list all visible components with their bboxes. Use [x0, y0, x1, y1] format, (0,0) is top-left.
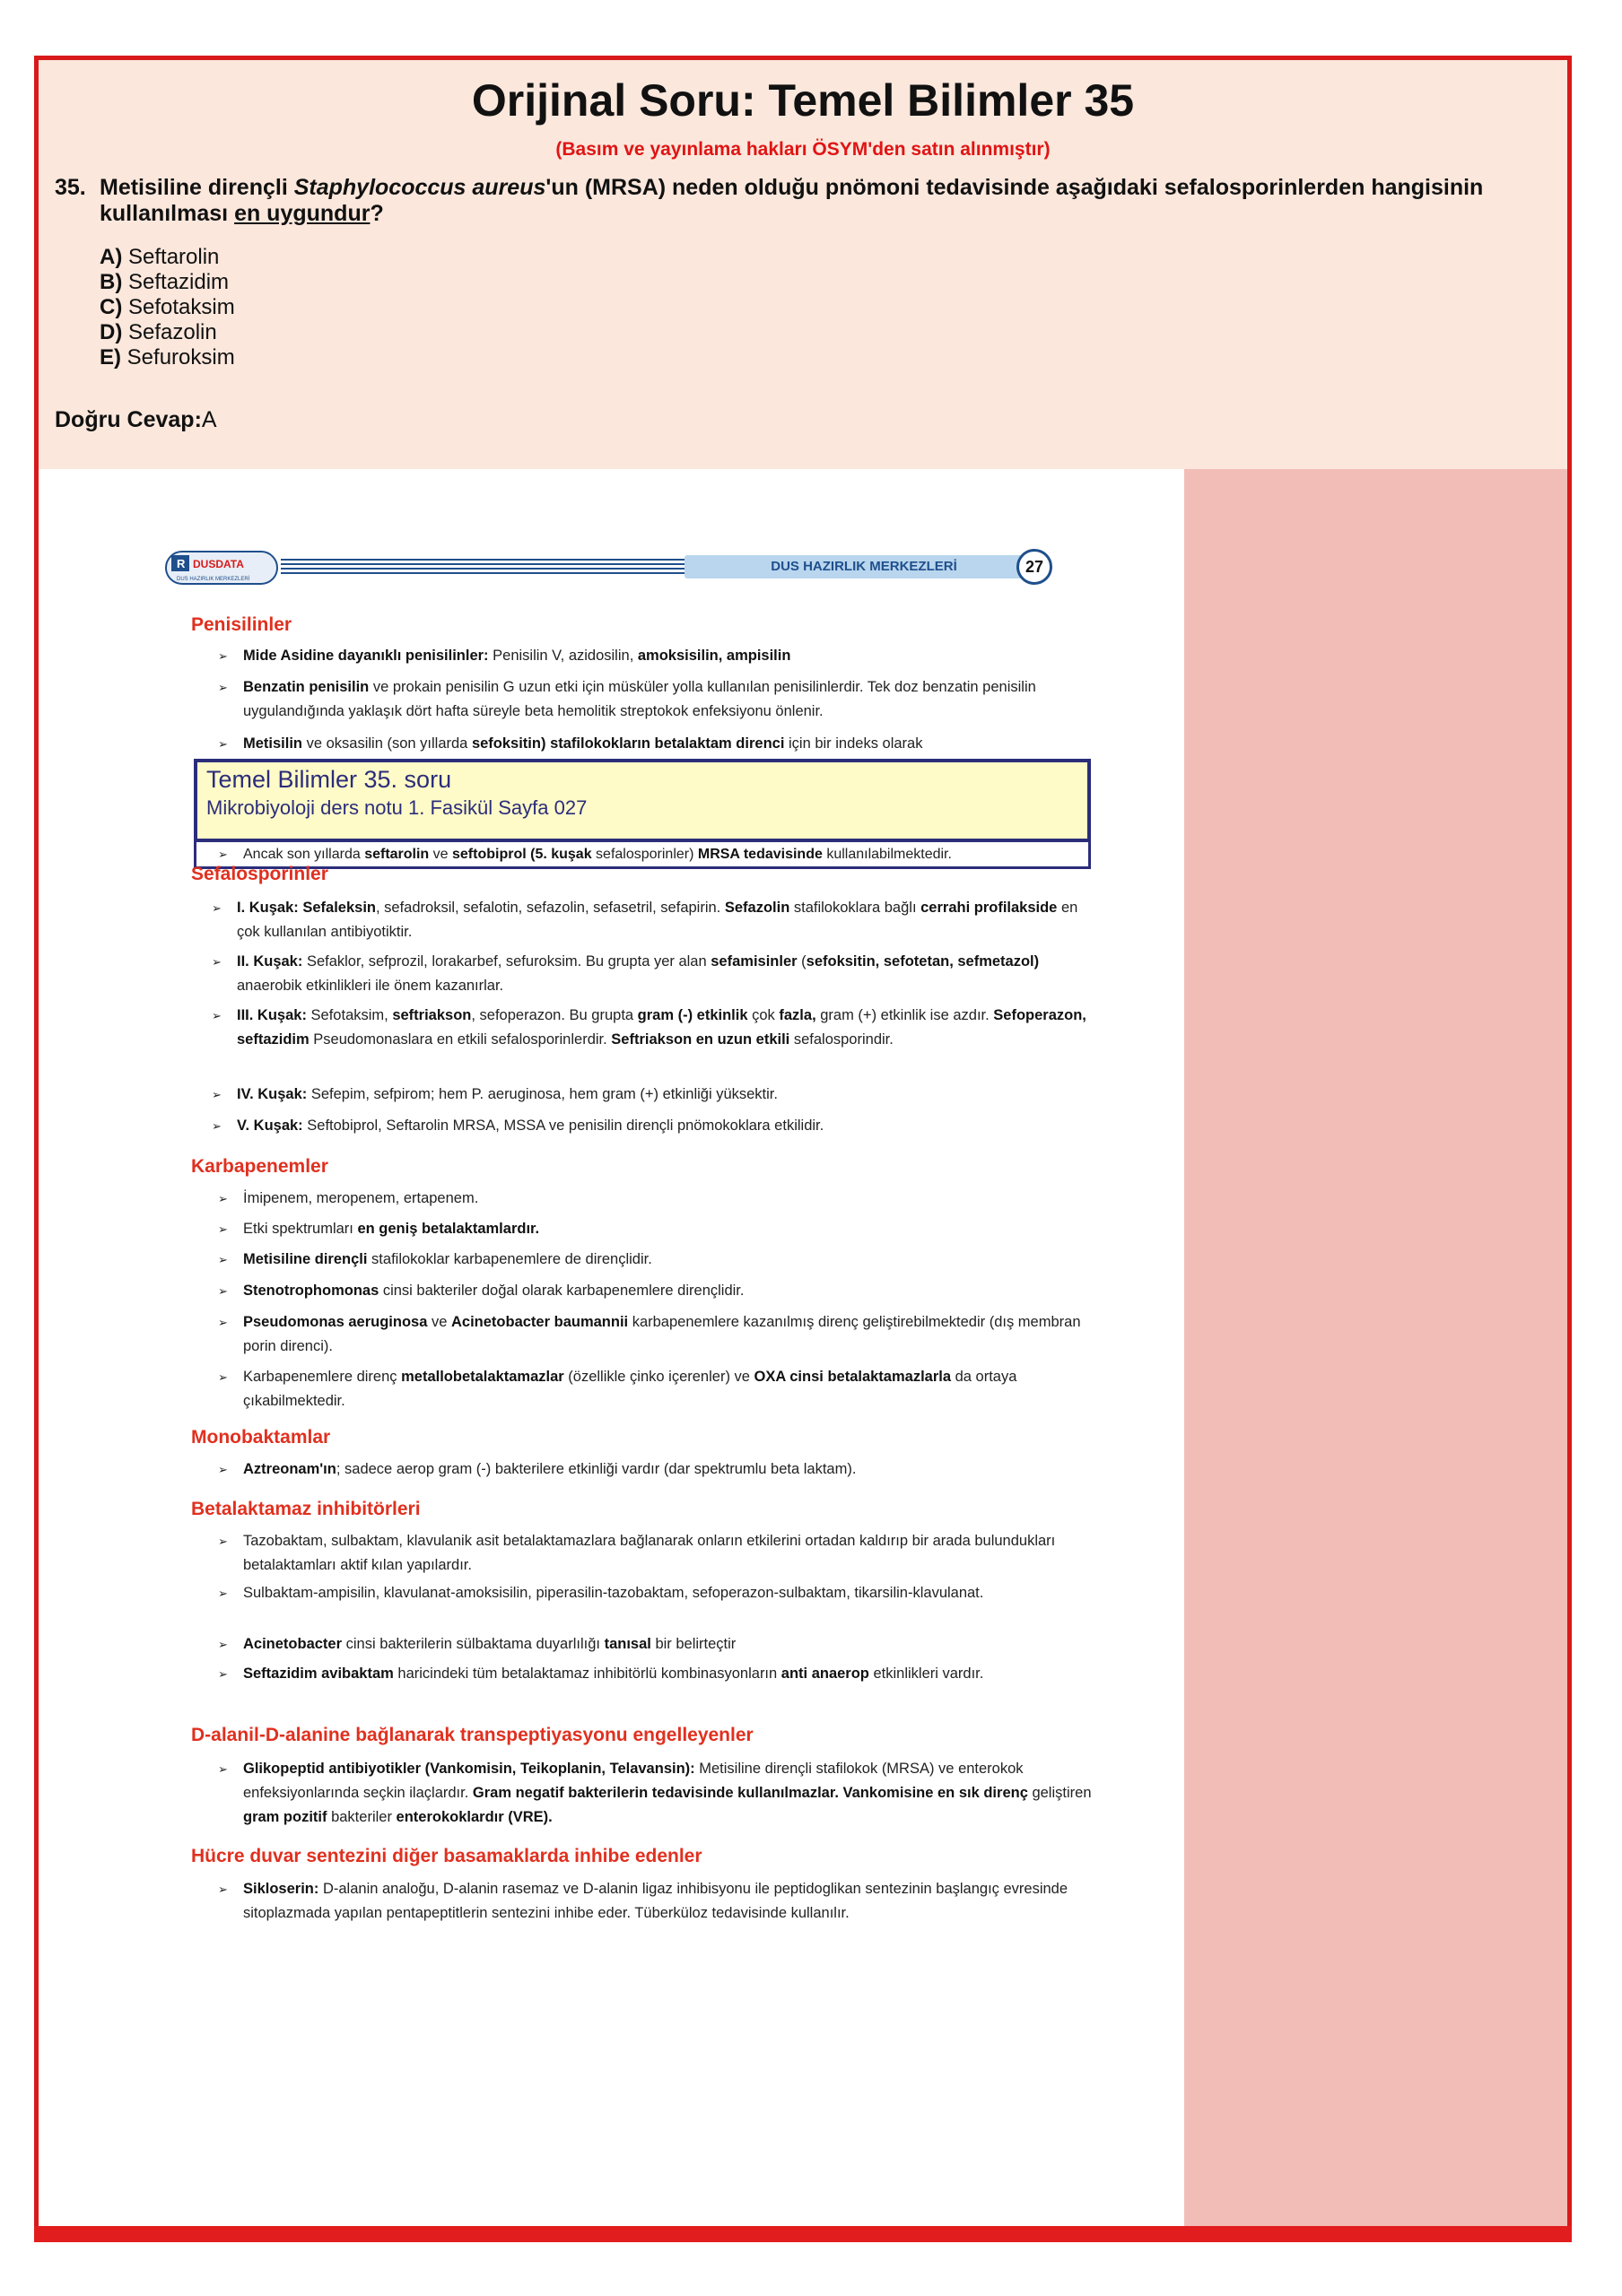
bullet-item: ➢ İmipenem, meropenem, ertapenem. [218, 1187, 1097, 1211]
bullet-item: ➢ V. Kuşak: Seftobiprol, Seftarolin MRSA, MSSA ve penisilin dirençli pnömokoklara etkilidir. [212, 1114, 1091, 1138]
copyright-note: (Basım ve yayınlama hakları ÖSYM'den satın alınmıştır) [555, 139, 1051, 160]
page-number: 27 [1016, 549, 1052, 585]
bullet-item: ➢ Seftazidim avibaktam haricindeki tüm betalaktamaz inhibitörlü kombinasyonların anti anaerop etkinlikleri vardır. [218, 1662, 1097, 1686]
bullet-item: ➢ Metisilin ve oksasilin (son yıllarda sefoksitin) stafilokokların betalaktam direnci için bir indeks olarak [218, 732, 1097, 756]
question-text: Metisiline dirençli Staphylococcus aureus'un (MRSA) neden olduğu pnömoni tedavisinde aşağıdaki sefalosporinlerden hangisinin kullanılması en uygundur? [100, 175, 1484, 226]
bullet-item: ➢ III. Kuşak: Sefotaksim, seftriakson, sefoperazon. Bu grupta gram (-) etkinlik çok fazla, gram (+) etkinlik ise azdır. Sefoperazon, seftazidim Pseudomonaslara en etkili sefalosporinlerdir. Seftriakson en uzun etkili sefalosporindir. [212, 1004, 1091, 1052]
textbook-page [39, 469, 1184, 2231]
question-panel [39, 60, 1567, 469]
bullet-item: ➢ Etki spektrumları en geniş betalaktamlardır. [218, 1217, 1097, 1241]
bullet-item: ➢ IV. Kuşak: Sefepim, sefpirom; hem P. aeruginosa, hem gram (+) etkinliği yüksektir. [212, 1083, 1091, 1107]
bullet-item: ➢ II. Kuşak: Sefaklor, sefprozil, lorakarbef, sefuroksim. Bu grupta yer alan sefamisinler (sefoksitin, sefotetan, sefmetazol) anaerobik etkinlikleri ile önem kazanırlar. [212, 950, 1091, 998]
question-title: Orijinal Soru: Temel Bilimler 35 [471, 75, 1135, 126]
bottom-bar [34, 2226, 1572, 2242]
section-sefalosporinler: Sefalosporinler [191, 864, 328, 884]
annotation-title: Temel Bilimler 35. soru [206, 766, 452, 793]
bullet-item: ➢ Sulbaktam-ampisilin, klavulanat-amoksisilin, piperasilin-tazobaktam, sefoperazon-sulbaktam, tikarsilin-klavulanat. [218, 1581, 1097, 1605]
section-penisilinler: Penisilinler [191, 614, 292, 635]
bullet-item: ➢ Pseudomonas aeruginosa ve Acinetobacter baumannii karbapenemlere kazanılmış direnç geliştirebilmektedir (dış membran porin direnci). [218, 1310, 1097, 1359]
bullet-item: ➢ Mide Asidine dayanıklı penisilinler: Penisilin V, azidosilin, amoksisilin, ampisilin [218, 644, 1097, 668]
section-karbapenemler: Karbapenemler [191, 1156, 328, 1177]
bullet-item: ➢ Glikopeptid antibiyotikler (Vankomisin, Teikoplanin, Telavansin): Metisiline dirençli stafilokok (MRSA) ve enterokok enfeksiyonlarında seçkin ilaçlardır. Gram negatif bakterilerin tedavisinde kullanılmazlar. Vankomisine en sık direnç geliştiren gram pozitif bakteriler enterokoklardır (VRE). [218, 1757, 1097, 1830]
svg-text:R: R [177, 557, 186, 570]
bullet-item: ➢ Benzatin penisilin ve prokain penisilin G uzun etki için müsküler yolla kullanılan penisilinlerdir. Tek doz benzatin penisilin uygulandığında yaklaşık dört hafta süreyle beta hemolitik streptokok enfeksiyonu önlenir. [218, 675, 1097, 724]
option-c: C) Sefotaksim [100, 295, 235, 319]
dusdata-logo [164, 546, 279, 589]
section-hucre-duvari: Hücre duvar sentezini diğer basamaklarda inhibe edenler [191, 1846, 702, 1866]
bullet-item: ➢ Acinetobacter cinsi bakterilerin sülbaktama duyarlılığı tanısal bir belirteçtir [218, 1632, 1097, 1657]
question-number: 35. [55, 175, 86, 200]
margin-column [1184, 469, 1567, 2231]
bullet-item: ➢ Metisiline dirençli stafilokoklar karbapenemlere de dirençlidir. [218, 1248, 1097, 1272]
header-banner: DUS HAZIRLIK MERKEZLERİ [685, 555, 1043, 578]
option-d: D) Sefazolin [100, 320, 217, 344]
svg-text:DUS HAZIRLIK MERKEZLERİ: DUS HAZIRLIK MERKEZLERİ [177, 577, 250, 582]
section-dalanil: D-alanil-D-alanine bağlanarak transpeptiyasyonu engelleyenler [191, 1725, 754, 1745]
bullet-item: ➢ Stenotrophomonas cinsi bakteriler doğal olarak karbapenemlere dirençlidir. [218, 1279, 1097, 1303]
correct-answer: Doğru Cevap:A [55, 407, 217, 432]
bullet-item: ➢ Aztreonam'ın; sadece aerop gram (-) bakterilere etkinliği vardır (dar spektrumlu beta laktam). [218, 1457, 1097, 1482]
option-b: B) Seftazidim [100, 270, 230, 294]
bullet-item: ➢ Karbapenemlere direnç metallobetalaktamazlar (özellikle çinko içerenler) ve OXA cinsi betalaktamazlarla da ortaya çıkabilmektedir. [218, 1365, 1097, 1413]
bullet-item: ➢ Sikloserin: D-alanin analoğu, D-alanin rasemaz ve D-alanin ligaz inhibisyonu ile peptidoglikan sentezinin başlangıç evresinde sitoplazmada yapılan pentapeptitlerin sentezini inhibe eder. Tüberküloz tedavisinde kullanılır. [218, 1877, 1097, 1926]
annotation-source: Mikrobiyoloji ders notu 1. Fasikül Sayfa 027 [206, 796, 588, 819]
annotation-box [194, 759, 1091, 842]
answer-options [100, 245, 235, 370]
section-monobaktamlar: Monobaktamlar [191, 1427, 331, 1448]
svg-text:DUSDATA: DUSDATA [193, 558, 244, 570]
section-betalaktamaz: Betalaktamaz inhibitörleri [191, 1499, 421, 1519]
bullet-item: ➢ Tazobaktam, sulbaktam, klavulanik asit betalaktamazlara bağlanarak onların etkilerini ortadan kaldırıp bir arada bulundukları betalaktamları aktif kılan yapılardır. [218, 1529, 1097, 1578]
option-a: A) Seftarolin [100, 245, 220, 269]
bullet-item: ➢ Ancak son yıllarda seftarolin ve seftobiprol (5. kuşak sefalosporinler) MRSA tedavisinde kullanılabilmektedir. [218, 842, 1097, 866]
option-e: E) Sefuroksim [100, 345, 235, 370]
bullet-item: ➢ I. Kuşak: Sefaleksin, sefadroksil, sefalotin, sefazolin, sefasetril, sefapirin. Sefazolin stafilokoklara bağlı cerrahi profilakside en çok kullanılan antibiyotiktir. [212, 896, 1091, 944]
